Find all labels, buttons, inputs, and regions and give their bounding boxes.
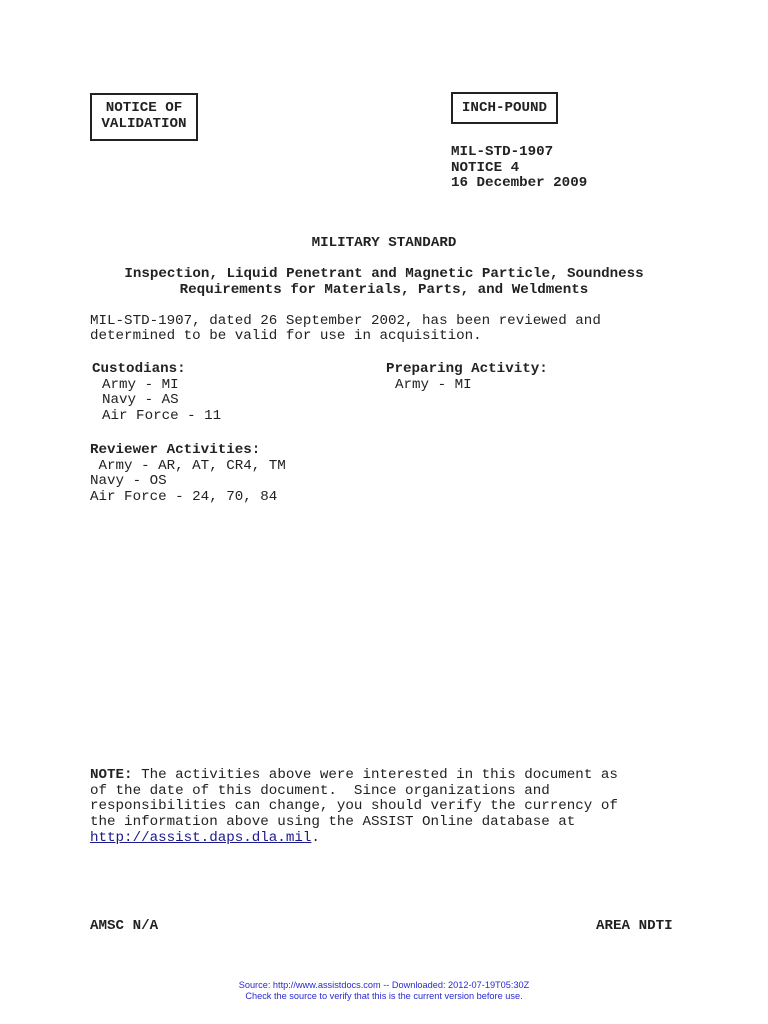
subject-line-1: Inspection, Liquid Penetrant and Magnetic Particle, Soundness [124,266,644,282]
assist-link[interactable]: http://assist.daps.dla.mil [90,830,312,846]
amsc-label: AMSC N/A [90,918,159,934]
notice-of-validation-box [90,93,198,141]
preparing-activity-item: Army - MI [395,377,472,393]
subject-line-2: Requirements for Materials, Parts, and Weldments [179,282,589,298]
footer-source-line: Source: http://www.assistdocs.com -- Downloaded: 2012-07-19T05:30Z [238,980,530,990]
reviewer-item: Air Force - 24, 70, 84 [90,489,278,505]
note-line-1 [90,768,618,784]
custodian-item: Air Force - 11 [102,408,222,424]
preparing-activity-heading: Preparing Activity: [386,361,548,377]
custodian-item: Navy - AS [102,392,179,408]
standard-type: MILITARY STANDARD [311,235,457,251]
notice-date: 16 December 2009 [451,175,588,191]
reviewer-item: Navy - OS [90,473,167,489]
statement-line-1: MIL-STD-1907, dated 26 September 2002, has been reviewed and [90,313,601,329]
note-line-5 [90,831,320,847]
note-line-2: of the date of this document. Since organizations and [90,783,550,799]
note-link-suffix: . [311,830,320,846]
custodian-item: Army - MI [102,377,179,393]
classification-label: INCH-POUND [461,100,548,116]
notice-box-line-2: VALIDATION [101,115,187,132]
note-line-3: responsibilities can change, you should verify the currency of [90,798,618,814]
reviewer-item: Army - AR, AT, CR4, TM [90,458,286,474]
doc-id: MIL-STD-1907 [451,144,554,160]
note-text-1: The activities above were interested in this document as [132,767,618,783]
note-line-4: the information above using the ASSIST Online database at [90,814,576,830]
footer-verify-line: Check the source to verify that this is the current version before use. [245,991,523,1001]
notice-box-line-1: NOTICE OF [105,100,183,116]
note-label: NOTE: [90,767,133,783]
reviewer-activities-heading: Reviewer Activities: [90,442,261,458]
inch-pound-box [451,92,558,124]
statement-line-2: determined to be valid for use in acquisition. [90,328,482,344]
custodians-heading: Custodians: [92,361,186,377]
notice-number: NOTICE 4 [451,160,520,176]
area-label: AREA NDTI [596,918,673,934]
